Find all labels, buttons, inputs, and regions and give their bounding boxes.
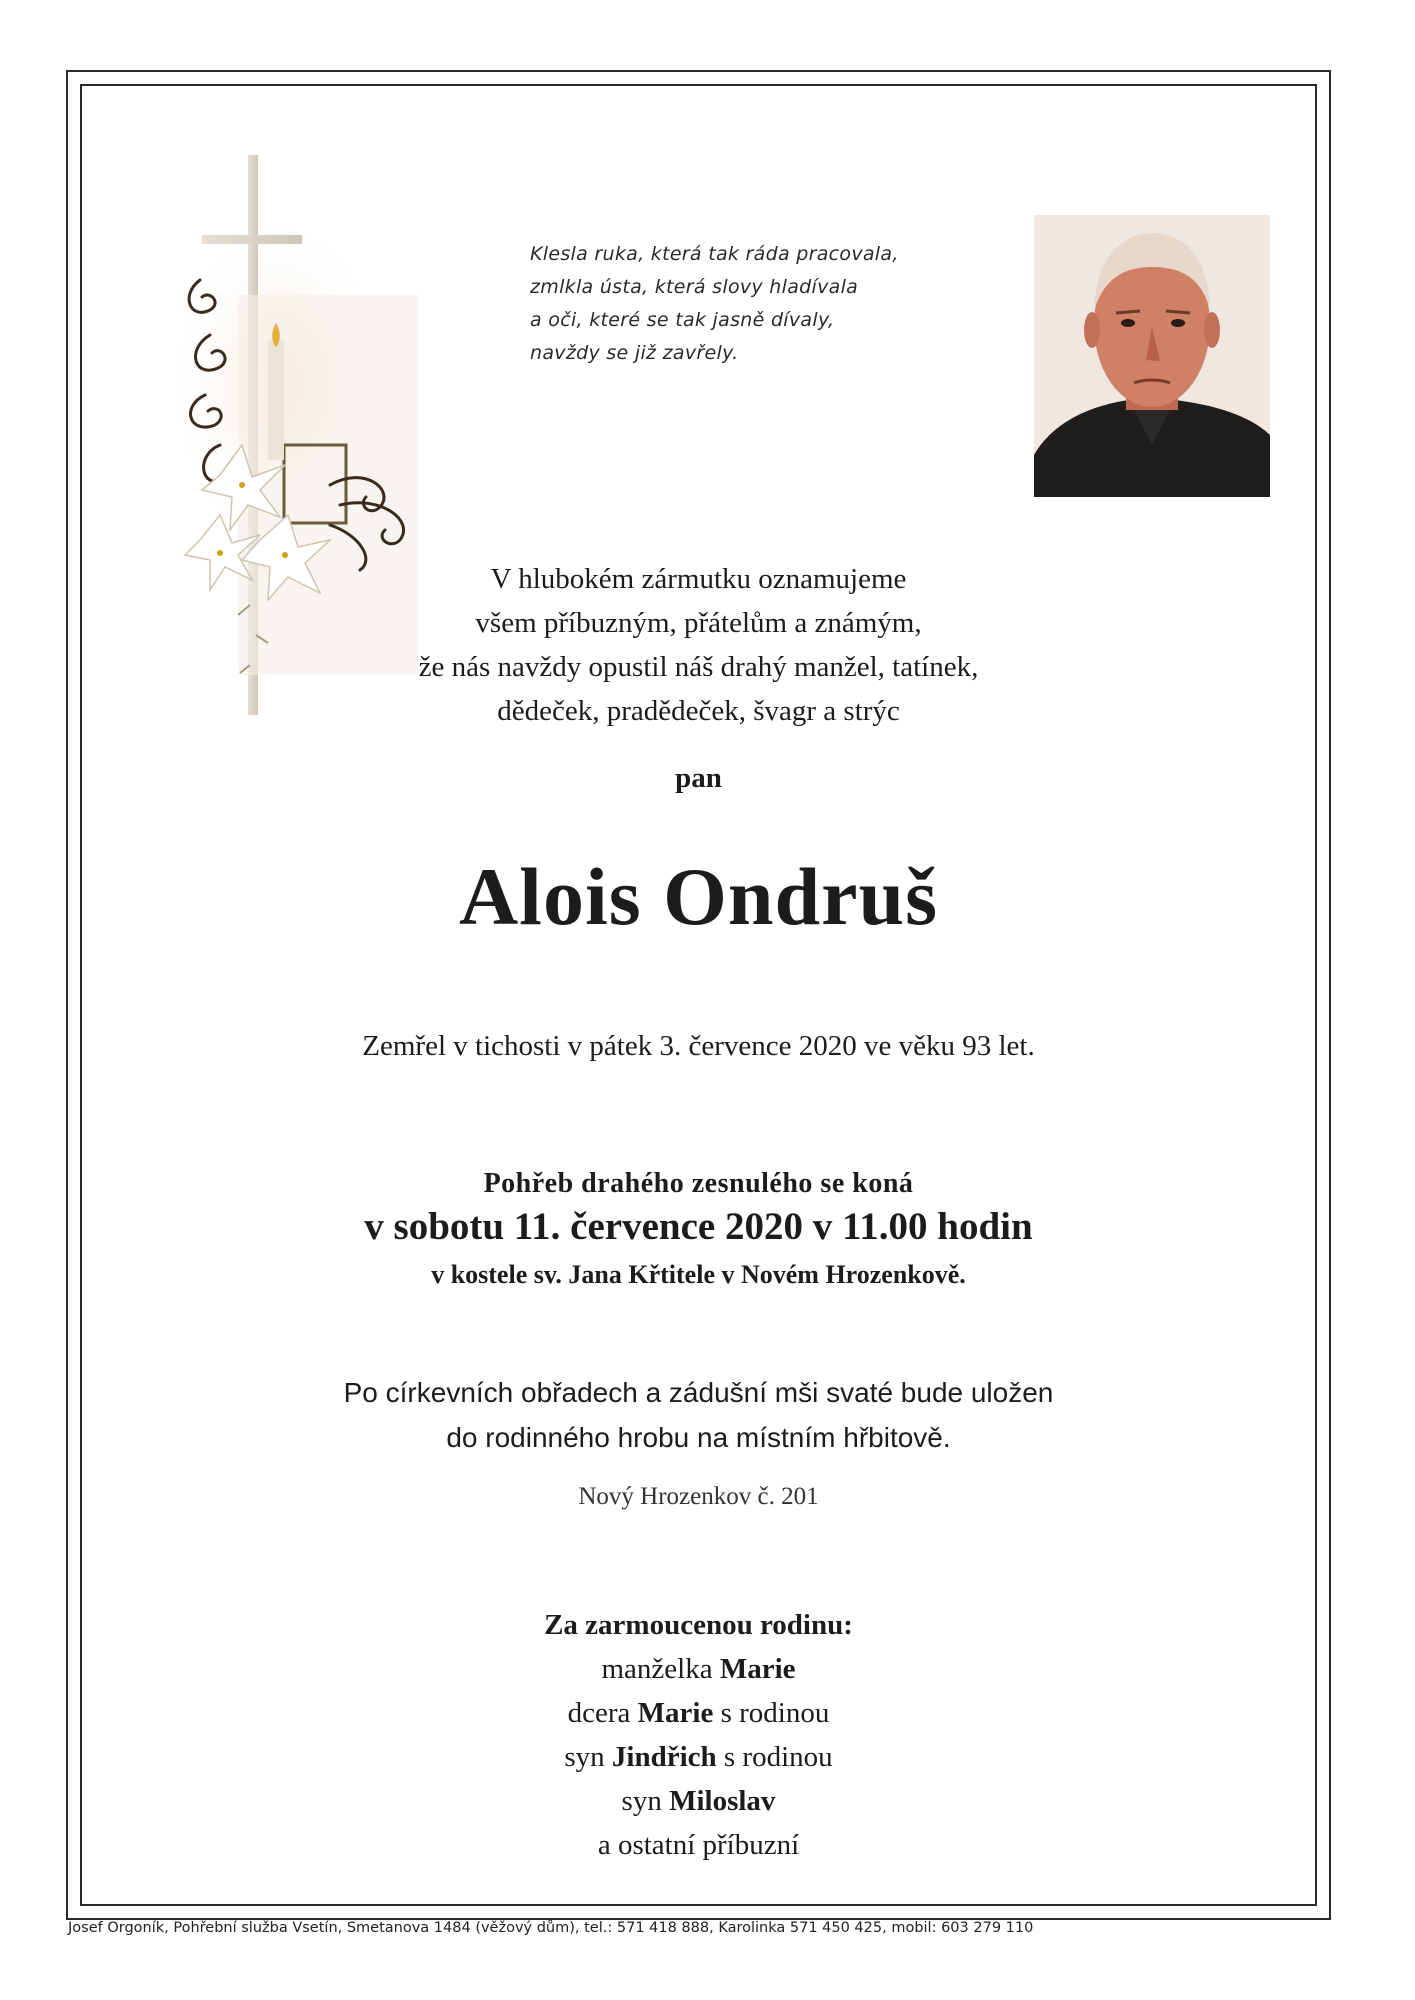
burial-line: Po církevních obřadech a zádušní mši svaté bude uložen — [343, 1377, 1054, 1408]
mourning-family — [80, 1603, 1317, 1867]
burial-text — [80, 1370, 1317, 1460]
burial-line: do rodinného hrobu na místním hřbitově. — [446, 1422, 951, 1453]
funeral-service-footer: Josef Orgoník, Pohřební služba Vsetín, Smetanova 1484 (věžový dům), tel.: 571 418 888, Karolinka 571 450 425, mobil: 603 279 110 — [68, 1920, 1034, 1936]
family-address: Nový Hrozenkov č. 201 — [578, 1483, 819, 1510]
verse-line: Klesla ruka, která tak ráda pracovala, — [530, 243, 899, 265]
memorial-verse — [530, 238, 950, 370]
announcement-line: všem příbuzným, přátelům a známým, — [475, 607, 922, 639]
verse-line: navždy se již zavřely. — [530, 342, 739, 364]
family-member: dcera Marie s rodinou — [567, 1697, 830, 1729]
announcement-text — [80, 557, 1317, 733]
portrait-photo — [1034, 215, 1270, 497]
announcement-line: V hlubokém zármutku oznamujeme — [490, 563, 907, 595]
funeral-heading: Pohřeb drahého zesnulého se koná — [483, 1168, 914, 1199]
announcement-line: že nás navždy opustil náš drahý manžel, tatínek, — [418, 651, 979, 683]
funeral-place: v kostele sv. Jana Křtitele v Novém Hrozenkově. — [431, 1260, 966, 1289]
funeral-datetime: v sobotu 11. července 2020 v 11.00 hodin — [364, 1205, 1033, 1248]
family-member: syn Miloslav — [621, 1785, 776, 1817]
death-notice: Zemřel v tichosti v pátek 3. července 2020 ve věku 93 let. — [362, 1030, 1035, 1062]
verse-line: zmlkla ústa, která slovy hladívala — [530, 276, 859, 298]
deceased-name: Alois Ondruš — [458, 851, 939, 942]
family-closing: a ostatní příbuzní — [597, 1829, 800, 1861]
announcement-line: dědeček, pradědeček, švagr a strýc — [497, 695, 900, 727]
honorific: pan — [675, 762, 722, 794]
verse-line: a oči, které se tak jasně dívaly, — [530, 309, 835, 331]
family-member: manželka Marie — [601, 1653, 796, 1685]
family-heading: Za zarmoucenou rodinu: — [544, 1609, 853, 1641]
family-member: syn Jindřich s rodinou — [564, 1741, 833, 1773]
